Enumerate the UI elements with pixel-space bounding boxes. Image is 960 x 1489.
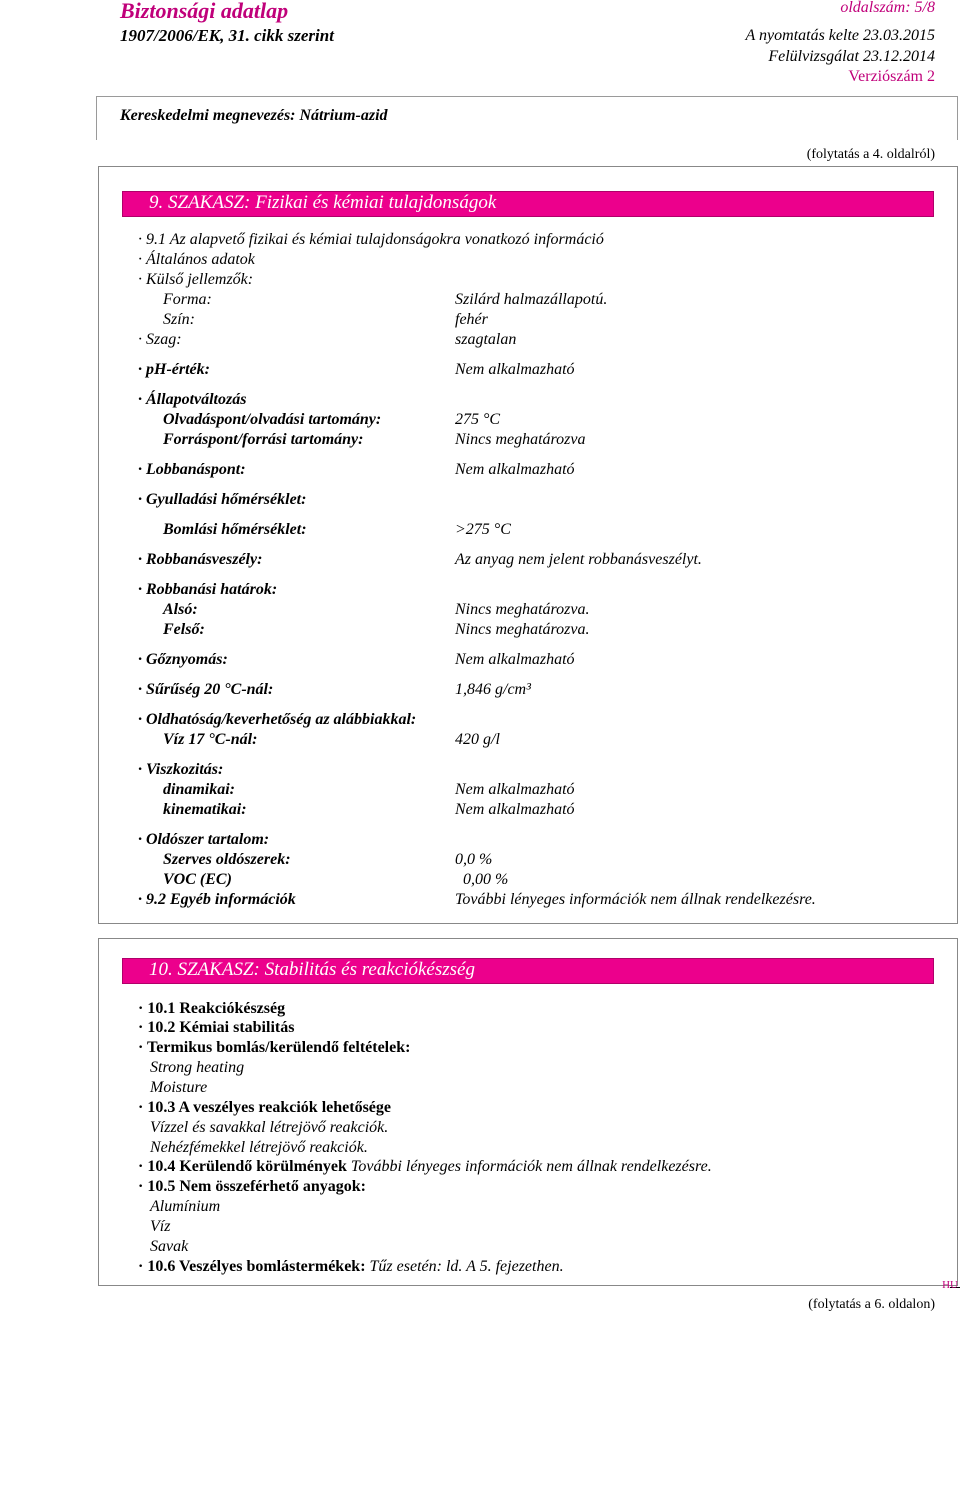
vapor-pressure-value: Nem alkalmazható (455, 651, 575, 668)
ph-label: · pH-érték: (138, 361, 210, 378)
reaction-water-acids: Vízzel és savakkal létrejövő reakciók. (150, 1119, 389, 1136)
continued-to-note: (folytatás a 6. oldalon) (808, 1297, 935, 1312)
water-solubility-value: 420 g/l (455, 731, 500, 748)
color-value: fehér (455, 311, 488, 328)
subsection-9-2-value: További lényeges információk nem állnak rendelkezésre. (455, 891, 816, 908)
section-9-title: 9. SZAKASZ: Fizikai és kémiai tulajdonságok (149, 192, 497, 213)
subsection-10-6 (138, 1258, 564, 1276)
reaction-heavy-metals: Nehézfémekkel létrejövő reakciók. (150, 1139, 368, 1156)
thermal-decomposition-heading: · Termikus bomlás/kerülendő feltételek: (138, 1039, 411, 1056)
density-value: 1,846 g/cm³ (455, 681, 531, 698)
tradename-box-top (96, 96, 958, 97)
section-10-header (122, 958, 934, 984)
document-title: Biztonsági adatlap (120, 0, 289, 23)
color-label: Szín: (163, 311, 195, 328)
subsection-10-1: · 10.1 Reakciókészség (138, 1000, 286, 1017)
tradename-box-left (96, 96, 97, 140)
print-date: A nyomtatás kelte 23.03.2015 (745, 27, 935, 44)
density-label: · Sűrűség 20 °C-nál: (138, 681, 274, 698)
general-data-heading: · Általános adatok (138, 251, 255, 268)
solvent-content-heading: · Oldószer tartalom: (138, 831, 270, 848)
page-number: oldalszám: 5/8 (840, 0, 935, 16)
subsection-10-4 (138, 1158, 712, 1176)
section-10-title: 10. SZAKASZ: Stabilitás és reakciókészség (149, 959, 475, 980)
voc-label: VOC (EC) (163, 871, 232, 888)
revision-date: Felülvizsgálat 23.12.2014 (768, 48, 935, 65)
material-water: Víz (150, 1218, 171, 1235)
section-9-header (122, 191, 934, 217)
subsection-10-4-label: · 10.4 Kerülendő körülmények (138, 1158, 347, 1175)
subsection-10-2: · 10.2 Kémiai stabilitás (138, 1019, 295, 1036)
voc-value: 0,00 % (463, 871, 509, 888)
material-aluminium: Alumínium (150, 1198, 221, 1215)
explosion-hazard-value: Az anyag nem jelent robbanásveszélyt. (455, 551, 702, 568)
kinematic-viscosity-value: Nem alkalmazható (455, 801, 575, 818)
condition-moisture: Moisture (150, 1079, 208, 1096)
subsection-10-6-label: · 10.6 Veszélyes bomlástermékek: (138, 1258, 366, 1275)
lower-limit-label: Alsó: (163, 601, 198, 618)
lower-limit-value: Nincs meghatározva. (455, 601, 590, 618)
decomposition-temp-label: Bomlási hőmérséklet: (163, 521, 307, 538)
condition-strong-heating: Strong heating (150, 1059, 245, 1076)
organic-solvents-label: Szerves oldószerek: (163, 851, 291, 868)
kinematic-viscosity-label: kinematikai: (163, 801, 247, 818)
explosion-hazard-label: · Robbanásveszély: (138, 551, 263, 568)
explosion-limits-heading: · Robbanási határok: (138, 581, 278, 598)
material-acids: Savak (150, 1238, 189, 1255)
flash-point-value: Nem alkalmazható (455, 461, 575, 478)
upper-limit-value: Nincs meghatározva. (455, 621, 590, 638)
boiling-point-value: Nincs meghatározva (455, 431, 586, 448)
subsection-10-4-value: További lényeges információk nem állnak rendelkezésre. (350, 1158, 712, 1175)
odor-label: · Szag: (138, 331, 182, 348)
water-solubility-label: Víz 17 °C-nál: (163, 731, 258, 748)
subsection-10-5: · 10.5 Nem összeférhető anyagok: (138, 1178, 366, 1195)
decomposition-temp-value: >275 °C (455, 521, 511, 538)
form-value: Szilárd halmazállapotú. (455, 291, 608, 308)
melting-point-label: Olvadáspont/olvadási tartomány: (163, 411, 382, 428)
odor-value: szagtalan (455, 331, 517, 348)
solubility-heading: · Oldhatóság/keverhetőség az alábbiakkal: (138, 711, 417, 728)
subsection-9-1: · 9.1 Az alapvető fizikai és kémiai tulajdonságokra vonatkozó információ (138, 231, 604, 248)
tradename-box-right (957, 96, 958, 140)
flash-point-label: · Lobbanáspont: (138, 461, 246, 478)
subsection-10-3: · 10.3 A veszélyes reakciók lehetősége (138, 1099, 391, 1116)
dynamic-viscosity-label: dinamikai: (163, 781, 236, 798)
regulation-reference: 1907/2006/EK, 31. cikk szerint (120, 26, 334, 45)
organic-solvents-value: 0,0 % (455, 851, 493, 868)
viscosity-heading: · Viszkozitás: (138, 761, 224, 778)
ph-value: Nem alkalmazható (455, 361, 575, 378)
subsection-9-2-label: · 9.2 Egyéb információk (138, 891, 296, 908)
vapor-pressure-label: · Gőznyomás: (138, 651, 228, 668)
melting-point-value: 275 °C (455, 411, 501, 428)
continued-from-note: (folytatás a 4. oldalról) (806, 147, 935, 162)
trade-name: Kereskedelmi megnevezés: Nátrium-azid (120, 107, 388, 124)
version-number: Verziószám 2 (848, 68, 935, 85)
appearance-heading: · Külső jellemzők: (138, 271, 254, 288)
subsection-10-6-value: Tűz esetén: ld. A 5. fejezethen. (369, 1258, 564, 1275)
state-change-heading: · Állapotváltozás (138, 391, 247, 408)
ignition-temp-label: · Gyulladási hőmérséklet: (138, 491, 307, 508)
dynamic-viscosity-value: Nem alkalmazható (455, 781, 575, 798)
language-code: HU (942, 1279, 958, 1291)
upper-limit-label: Felső: (163, 621, 205, 638)
boiling-point-label: Forráspont/forrási tartomány: (163, 431, 364, 448)
form-label: Forma: (163, 291, 212, 308)
